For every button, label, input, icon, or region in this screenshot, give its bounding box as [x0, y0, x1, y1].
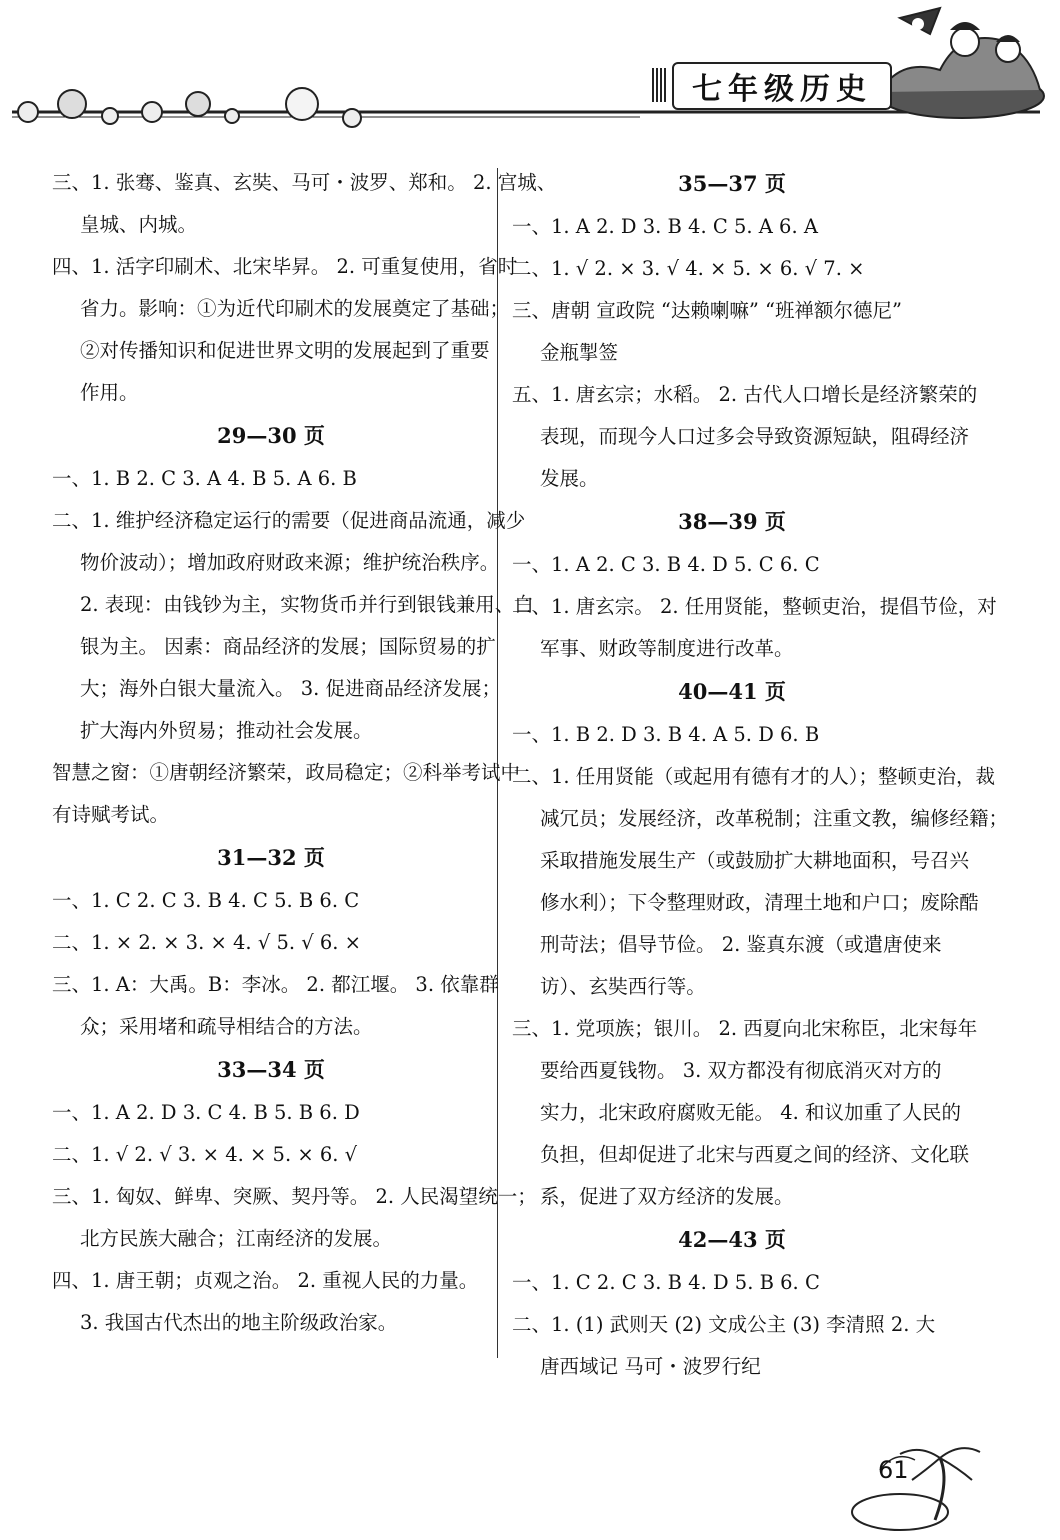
right-answer-column [512, 162, 1009, 1388]
bead-icon [343, 109, 361, 127]
answer-line: 一、1. C 2. C 3. B 4. C 5. B 6. C [52, 889, 360, 912]
answer-line: 银为主。 因素：商品经济的发展；国际贸易的扩 [80, 635, 496, 658]
section-title: 40—41 页 [678, 679, 786, 704]
answer-line: 系，促进了双方经济的发展。 [540, 1185, 794, 1208]
section-title: 35—37 页 [678, 171, 786, 196]
answer-line: 物价波动）；增加政府财政来源；维护统治秩序。 [80, 551, 500, 574]
answer-line: 三、1. 党项族；银川。 2. 西夏向北宋称臣，北宋每年 [512, 1017, 978, 1040]
answer-line: 北方民族大融合；江南经济的发展。 [80, 1227, 393, 1250]
answer-line: 四、1. 唐王朝；贞观之治。 2. 重视人民的力量。 [52, 1269, 479, 1292]
answer-line: 军事、财政等制度进行改革。 [540, 637, 794, 660]
bead-icon [18, 102, 38, 122]
answer-line: 减冗员；发展经济，改革税制；注重文教，编修经籍； [540, 807, 1009, 830]
answer-line: 采取措施发展生产（或鼓励扩大耕地面积，号召兴 [540, 849, 970, 872]
answer-line: 唐西域记 马可・波罗行纪 [540, 1355, 761, 1378]
answer-line: 发展。 [540, 467, 599, 490]
answer-line: ②对传播知识和促进世界文明的发展起到了重要 [80, 339, 490, 362]
answer-line: 负担，但却促进了北宋与西夏之间的经济、文化联 [540, 1143, 970, 1166]
section-title: 38—39 页 [678, 509, 786, 534]
answer-line: 二、1. 唐玄宗。 2. 任用贤能，整顿吏治，提倡节俭，对 [512, 595, 997, 618]
section-title: 33—34 页 [217, 1057, 325, 1082]
page-header [0, 0, 1060, 150]
left-answer-column [52, 162, 557, 1344]
answer-line: 二、1. × 2. × 3. × 4. √ 5. √ 6. × [52, 931, 362, 954]
bead-icon [186, 92, 210, 116]
answer-line: 四、1. 活字印刷术、北宋毕昇。 2. 可重复使用，省时 [52, 255, 518, 278]
section-title: 31—32 页 [217, 845, 325, 870]
bead-icon [58, 90, 86, 118]
answer-line: 五、1. 唐玄宗；水稻。 2. 古代人口增长是经济繁荣的 [512, 383, 978, 406]
answer-line: 要给西夏钱物。 3. 双方都没有彻底消灭对方的 [540, 1059, 942, 1082]
answer-line: 有诗赋考试。 [52, 803, 170, 826]
bead-icon [102, 108, 118, 124]
answer-line: 皇城、内城。 [80, 213, 198, 236]
answer-line: 一、1. B 2. D 3. B 4. A 5. D 6. B [512, 723, 820, 746]
section-title: 29—30 页 [217, 423, 325, 448]
answer-line: 省力。影响：①为近代印刷术的发展奠定了基础； [80, 297, 510, 320]
page-footer [840, 1440, 1060, 1536]
answer-line: 三、1. 张骞、鉴真、玄奘、马可・波罗、郑和。 2. 宫城、 [52, 171, 557, 194]
answer-line: 一、1. C 2. C 3. B 4. D 5. B 6. C [512, 1271, 820, 1294]
answer-line: 作用。 [80, 381, 139, 404]
answer-line: 金瓶掣签 [540, 341, 619, 364]
cartoon-children-icon [880, 8, 1044, 118]
answer-line: 三、唐朝 宣政院 “达赖喇嘛” “班禅额尔德尼” [512, 299, 902, 322]
answer-line: 一、1. B 2. C 3. A 4. B 5. A 6. B [52, 467, 357, 490]
book-title: 七年级历史 [672, 62, 892, 110]
bead-icon [286, 88, 318, 120]
answer-line: 刑苛法；倡导节俭。 2. 鉴真东渡（或遣唐使来 [540, 933, 942, 956]
answer-line: 一、1. A 2. D 3. B 4. C 5. A 6. A [512, 215, 818, 238]
page-number: 61 [878, 1456, 909, 1484]
header-decoration [0, 0, 1060, 150]
answer-line: 二、1. (1) 武则天 (2) 文成公主 (3) 李清照 2. 大 [512, 1313, 936, 1336]
bead-icon [142, 102, 162, 122]
answer-line: 2. 表现：由钱钞为主，实物货币并行到银钱兼用、白 [80, 593, 534, 616]
answer-line: 二、1. 维护经济稳定运行的需要（促进商品流通，减少 [52, 509, 526, 532]
answer-line: 修水利）；下令整理财政，清理土地和户口；废除酷 [540, 891, 979, 914]
answer-line: 三、1. A：大禹。B：李冰。 2. 都江堰。 3. 依靠群 [52, 973, 499, 996]
title-stripes [652, 68, 668, 102]
answer-line: 二、1. √ 2. √ 3. × 4. × 5. × 6. √ [52, 1143, 358, 1166]
palm-island-icon [840, 1440, 1060, 1536]
answer-line: 一、1. A 2. D 3. C 4. B 5. B 6. D [52, 1101, 360, 1124]
bead-icon [225, 109, 239, 123]
answer-line: 3. 我国古代杰出的地主阶级政治家。 [80, 1311, 398, 1334]
answer-line: 二、1. 任用贤能（或起用有德有才的人）；整顿吏治，裁 [512, 765, 996, 788]
answer-line: 智慧之窗：①唐朝经济繁荣，政局稳定；②科举考试中 [52, 761, 521, 784]
answer-line: 三、1. 匈奴、鲜卑、突厥、契丹等。 2. 人民渴望统一； [52, 1185, 537, 1208]
answer-line: 一、1. A 2. C 3. B 4. D 5. C 6. C [512, 553, 820, 576]
section-title: 42—43 页 [678, 1227, 786, 1252]
answer-line: 扩大海内外贸易；推动社会发展。 [80, 719, 373, 742]
answer-line: 实力，北宋政府腐败无能。 4. 和议加重了人民的 [540, 1101, 962, 1124]
answer-line: 大；海外白银大量流入。 3. 促进商品经济发展； [80, 677, 502, 700]
answer-line: 访）、玄奘西行等。 [540, 975, 706, 998]
answer-line: 二、1. √ 2. × 3. √ 4. × 5. × 6. √ 7. × [512, 257, 865, 280]
answer-line: 表现，而现今人口过多会导致资源短缺，阻碍经济 [540, 425, 970, 448]
answer-line: 众；采用堵和疏导相结合的方法。 [80, 1015, 373, 1038]
